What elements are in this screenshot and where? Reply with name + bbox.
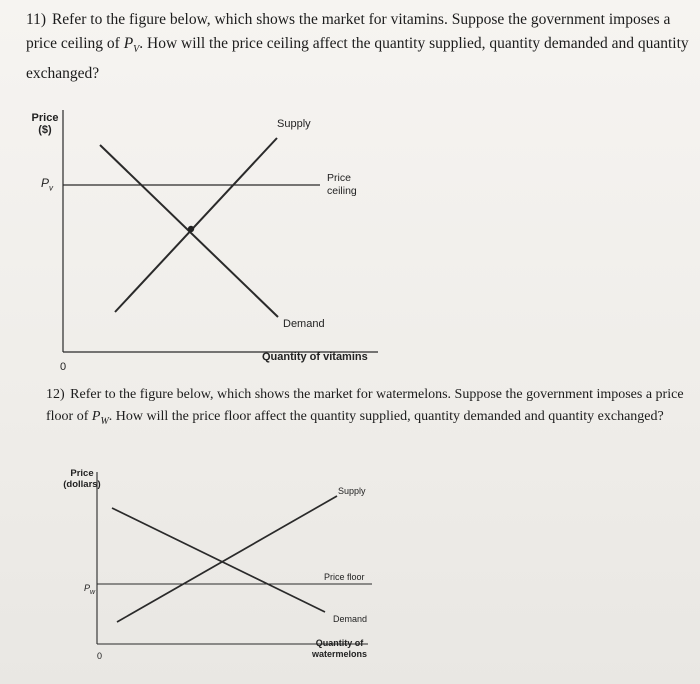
fig2-price-floor-label: Price floor [324,572,365,582]
fig1-equilibrium-point [188,226,194,232]
question-12-number: 12) [46,387,65,402]
question-12-text-part1: Refer to the figure below, which shows the market for watermelons. Suppose the government imposes a price floor of [46,387,684,424]
fig2-y-axis-label: Price (dollars) [63,468,101,490]
question-11-var: $P_V$ [123,35,140,56]
fig1-price-tick: $P_v$ [41,176,54,193]
fig1-y-axis-label: Price ($) [31,112,59,136]
fig1-supply-label: Supply [277,118,311,130]
fig1-x-axis-label: Quantity of vitamins [262,351,368,363]
fig2-price-tick: $P_w$ [84,583,96,596]
question-11-text-part2: . How will the price ceiling affect the quantity supplied, quantity demanded and quantity exchanged? [26,35,689,83]
fig2-x-axis-label: Quantity of watermelons [312,638,368,659]
figure-watermelons-market [0,460,700,684]
question-11-text-part1: Refer to the figure below, which shows the market for vitamins. Suppose the government imposes a price ceiling of [26,11,671,52]
fig1-supply-line [115,138,277,312]
fig1-price-ceiling-label: Price ceiling [327,172,357,197]
fig1-demand-label: Demand [283,318,325,330]
question-11-number: 11) [26,11,47,28]
fig2-supply-line [117,496,337,622]
fig2-origin: 0 [97,651,103,661]
fig1-origin: 0 [60,361,67,373]
fig2-supply-label: Supply [338,486,366,496]
question-12-text-part2: . How will the price floor affect the quantity supplied, quantity demanded and quantity exchanged? [108,409,664,424]
question-12-var: $P_W$ [91,409,109,427]
fig2-demand-line [112,508,325,612]
question-12 [46,384,686,433]
fig2-demand-label: Demand [333,614,368,624]
